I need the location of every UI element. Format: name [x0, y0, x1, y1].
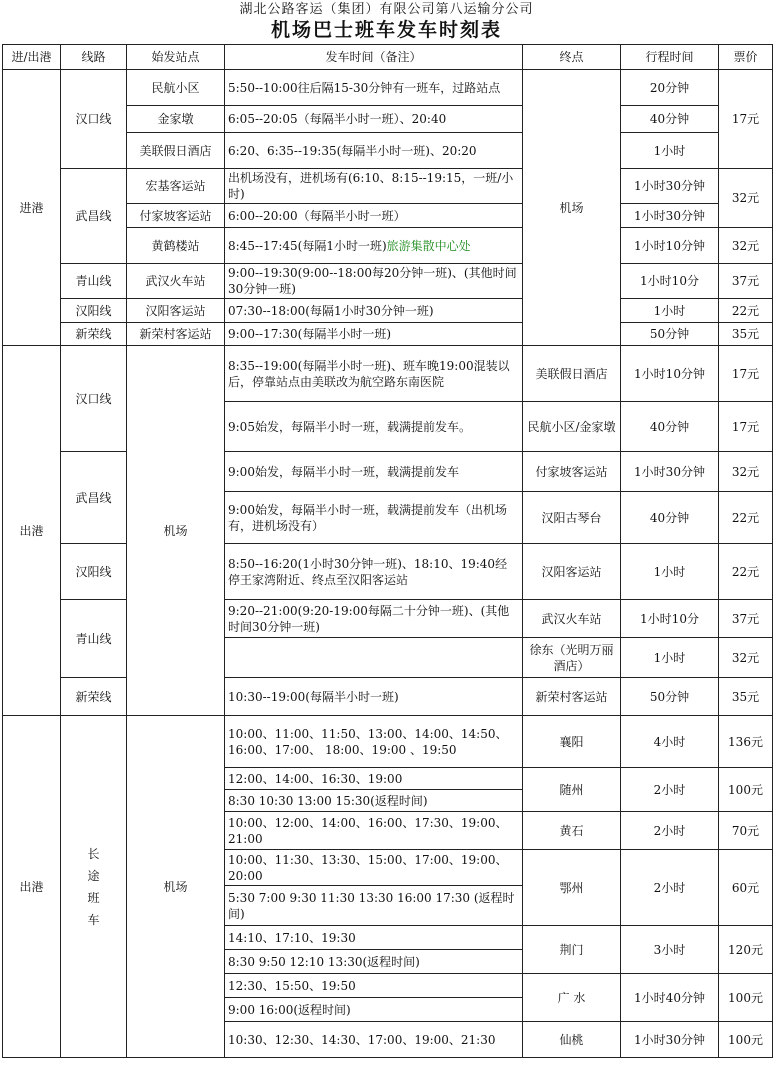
line-cell: 汉口线: [61, 346, 127, 452]
origin-cell: 宏基客运站: [127, 169, 225, 204]
direction-cell: 出港: [3, 346, 61, 716]
schedule-table: [2, 44, 773, 1058]
duration-cell: 3小时: [621, 926, 719, 974]
duration-cell: 1小时30分钟: [621, 452, 719, 492]
duration-cell: 20分钟: [621, 70, 719, 106]
origin-cell: 机场: [127, 716, 225, 1058]
time-cell: 8:30 9:50 12:10 13:30(返程时间): [225, 950, 523, 974]
line-cell: 武昌线: [61, 452, 127, 544]
time-cell: 5:30 7:00 9:30 11:30 13:30 16:00 17:30 (返程时间): [225, 886, 523, 926]
table-row: [3, 346, 773, 402]
line-cell: 武昌线: [61, 169, 127, 264]
price-cell: 22元: [719, 544, 773, 600]
header-direction: 进/出港: [3, 45, 61, 70]
time-text: 8:45--17:45(每隔1小时一班): [228, 238, 387, 253]
time-cell: 07:30--18:00(每隔1小时30分钟一班): [225, 299, 523, 323]
duration-cell: 40分钟: [621, 402, 719, 452]
destination-cell: 美联假日酒店: [523, 346, 621, 402]
duration-cell: 40分钟: [621, 492, 719, 544]
direction-cell: 出港: [3, 716, 61, 1058]
origin-cell: 机场: [127, 346, 225, 716]
line-cell: 汉阳线: [61, 544, 127, 600]
header-destination: 终点: [523, 45, 621, 70]
header-time: 发车时间（备注）: [225, 45, 523, 70]
direction-cell: 进港: [3, 70, 61, 346]
time-cell: 9:05始发，每隔半小时一班，载满提前发车。: [225, 402, 523, 452]
time-cell: 5:50--10:00往后隔15-30分钟有一班车，过路站点: [225, 70, 523, 106]
time-cell: 10:00、11:00、11:50、13:00、14:00、14:50、16:00、17:00、 18:00、19:00 、19:50: [225, 716, 523, 768]
duration-cell: 1小时10分: [621, 264, 719, 299]
duration-cell: 1小时10分: [621, 600, 719, 638]
price-cell: 70元: [719, 812, 773, 850]
time-cell: [225, 638, 523, 678]
table-row: [3, 452, 773, 492]
table-row: [3, 264, 773, 299]
time-cell: 9:00始发，每隔半小时一班，载满提前发车（出机场有，进机场没有）: [225, 492, 523, 544]
company-name: 湖北公路客运（集团）有限公司第八运输分公司: [239, 2, 534, 17]
time-cell: 10:30、12:30、14:30、17:00、19:00、21:30: [225, 1022, 523, 1058]
header-line: 线路: [61, 45, 127, 70]
time-cell: 12:00、14:00、16:30、19:00: [225, 768, 523, 790]
duration-cell: 50分钟: [621, 678, 719, 716]
header-duration: 行程时间: [621, 45, 719, 70]
table-row: [3, 323, 773, 346]
table-row: [3, 70, 773, 106]
price-cell: 35元: [719, 323, 773, 346]
table-row: [3, 716, 773, 768]
line-cell: 汉阳线: [61, 299, 127, 323]
table-row: [3, 169, 773, 204]
price-cell: 32元: [719, 452, 773, 492]
destination-cell: 民航小区/金家墩: [523, 402, 621, 452]
duration-cell: 4小时: [621, 716, 719, 768]
table-row: [3, 600, 773, 638]
duration-cell: 1小时30分钟: [621, 204, 719, 228]
price-cell: 22元: [719, 299, 773, 323]
duration-cell: 1小时: [621, 638, 719, 678]
origin-cell: 美联假日酒店: [127, 133, 225, 169]
time-note: 旅游集散中心处: [386, 238, 471, 253]
line-cell: 新荣线: [61, 323, 127, 346]
destination-cell: 荆门: [523, 926, 621, 974]
table-row: [3, 678, 773, 716]
price-cell: 32元: [719, 169, 773, 228]
origin-cell: 汉阳客运站: [127, 299, 225, 323]
table-row: [3, 299, 773, 323]
price-cell: 17元: [719, 402, 773, 452]
price-cell: 35元: [719, 678, 773, 716]
price-cell: 22元: [719, 492, 773, 544]
time-cell: 12:30、15:50、19:50: [225, 974, 523, 998]
line-cell: 青山线: [61, 600, 127, 678]
table-row: [3, 544, 773, 600]
origin-cell: 金家墩: [127, 106, 225, 133]
duration-cell: 40分钟: [621, 106, 719, 133]
price-cell: 17元: [719, 346, 773, 402]
time-cell: 9:20--21:00(9:20-19:00每隔二十分钟一班)、(其他时间30分钟一班): [225, 600, 523, 638]
duration-cell: 1小时10分钟: [621, 228, 719, 264]
price-cell: 120元: [719, 926, 773, 974]
line-label-vertical: 长途班车: [87, 846, 100, 927]
duration-cell: 2小时: [621, 850, 719, 926]
destination-cell: 随州: [523, 768, 621, 812]
time-cell: 8:35--19:00(每隔半小时一班)、班车晚19:00混装以后，停靠站点由美联改为航空路东南医院: [225, 346, 523, 402]
price-cell: 100元: [719, 1022, 773, 1058]
destination-cell: 付家坡客运站: [523, 452, 621, 492]
duration-cell: 1小时: [621, 299, 719, 323]
time-cell: 6:05--20:05（每隔半小时一班）、20:40: [225, 106, 523, 133]
time-cell: 10:00、11:30、13:30、15:00、17:00、19:00、20:00: [225, 850, 523, 886]
origin-cell: 新荣村客运站: [127, 323, 225, 346]
time-cell: 8:30 10:30 13:00 15:30(返程时间): [225, 790, 523, 812]
table-header-row: [3, 45, 773, 70]
time-cell: 6:20、6:35--19:35(每隔半小时一班)、20:20: [225, 133, 523, 169]
time-cell: 出机场没有，进机场有(6:10、8:15--19:15，一班/小时): [225, 169, 523, 204]
duration-cell: 1小时30分钟: [621, 1022, 719, 1058]
destination-cell: 广 水: [523, 974, 621, 1022]
line-cell: [61, 716, 127, 1058]
time-cell: 9:00始发，每隔半小时一班，载满提前发车: [225, 452, 523, 492]
line-cell: 新荣线: [61, 678, 127, 716]
duration-cell: 1小时: [621, 133, 719, 169]
header-origin: 始发站点: [127, 45, 225, 70]
origin-cell: 黄鹤楼站: [127, 228, 225, 264]
price-cell: 37元: [719, 264, 773, 299]
destination-cell: 徐东（光明万丽酒店）: [523, 638, 621, 678]
origin-cell: 民航小区: [127, 70, 225, 106]
time-cell: 6:00--20:00（每隔半小时一班）: [225, 204, 523, 228]
time-cell: 10:00、12:00、14:00、16:00、17:30、19:00、21:00: [225, 812, 523, 850]
destination-cell: 汉阳客运站: [523, 544, 621, 600]
duration-cell: 1小时30分钟: [621, 169, 719, 204]
price-cell: 100元: [719, 768, 773, 812]
header-price: 票价: [719, 45, 773, 70]
time-cell: [225, 228, 523, 264]
destination-cell: 新荣村客运站: [523, 678, 621, 716]
origin-cell: 付家坡客运站: [127, 204, 225, 228]
duration-cell: 50分钟: [621, 323, 719, 346]
destination-cell: 襄阳: [523, 716, 621, 768]
duration-cell: 2小时: [621, 812, 719, 850]
destination-cell: 仙桃: [523, 1022, 621, 1058]
price-cell: 100元: [719, 974, 773, 1022]
time-cell: 10:30--19:00(每隔半小时一班): [225, 678, 523, 716]
page-title: 机场巴士班车发车时刻表: [270, 19, 502, 41]
page-header: [0, 0, 773, 44]
destination-cell: 机场: [523, 70, 621, 346]
time-cell: 9:00--19:30(9:00--18:00每20分钟一班)、(其他时间30分钟一班): [225, 264, 523, 299]
price-cell: 17元: [719, 70, 773, 169]
duration-cell: 1小时10分钟: [621, 346, 719, 402]
price-cell: 136元: [719, 716, 773, 768]
price-cell: 32元: [719, 638, 773, 678]
destination-cell: 黄石: [523, 812, 621, 850]
time-cell: 9:00--17:30(每隔半小时一班): [225, 323, 523, 346]
time-cell: 8:50--16:20(1小时30分钟一班)、18:10、19:40经停王家湾附近、终点至汉阳客运站: [225, 544, 523, 600]
time-cell: 14:10、17:10、19:30: [225, 926, 523, 950]
duration-cell: 1小时: [621, 544, 719, 600]
destination-cell: 武汉火车站: [523, 600, 621, 638]
origin-cell: 武汉火车站: [127, 264, 225, 299]
destination-cell: 鄂州: [523, 850, 621, 926]
price-cell: 32元: [719, 228, 773, 264]
price-cell: 37元: [719, 600, 773, 638]
duration-cell: 1小时40分钟: [621, 974, 719, 1022]
line-cell: 汉口线: [61, 70, 127, 169]
price-cell: 60元: [719, 850, 773, 926]
line-cell: 青山线: [61, 264, 127, 299]
duration-cell: 2小时: [621, 768, 719, 812]
destination-cell: 汉阳古琴台: [523, 492, 621, 544]
time-cell: 9:00 16:00(返程时间): [225, 998, 523, 1022]
